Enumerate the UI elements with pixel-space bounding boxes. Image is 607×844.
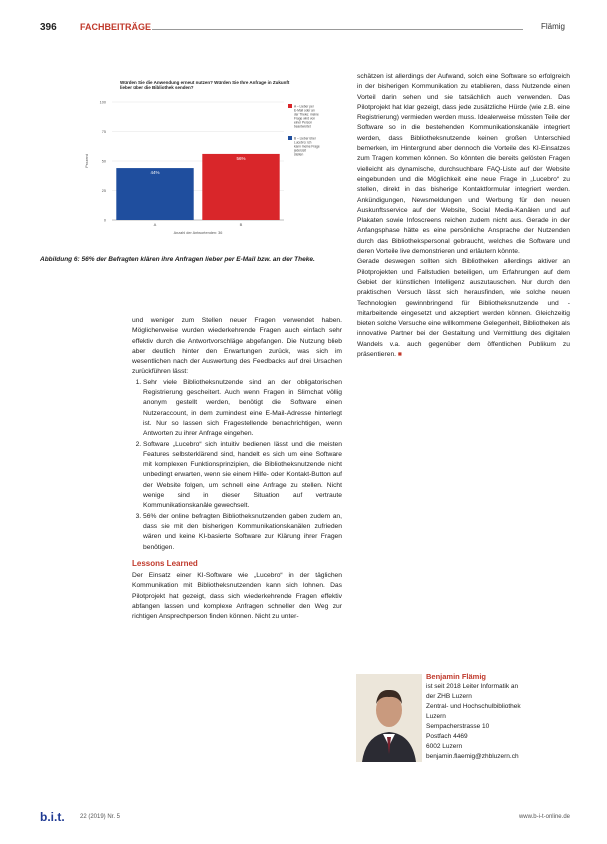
- x-tick-label: A: [153, 222, 157, 227]
- author-box: [356, 672, 570, 776]
- data-label: 44%: [150, 170, 160, 176]
- y-tick-label: 75: [101, 130, 106, 134]
- end-mark: ■: [397, 351, 402, 359]
- figure-caption: Abbildung 6: 56% der Befragten klären ihre Anfragen lieber per E-Mail bzw. an der Theke.: [40, 256, 315, 263]
- chart-title: Würden Sie die Anwendung erneut nutzen? Würden Sie Ihre Anfrage in Zukunft lieber über die Bibliothek senden?: [120, 80, 290, 90]
- bio-line: Zentral- und Hochschulbibliothek: [426, 703, 521, 710]
- page-number: 396: [40, 22, 57, 33]
- right-column: [357, 72, 570, 360]
- legend-label: B – Lieber über Lucebro: ich kann meine Frage jederzeit stellen: [294, 136, 320, 157]
- page-footer: [40, 810, 570, 824]
- paragraph-intro: und weniger zum Stellen neuer Fragen verwendet haben. Möglicherweise wurden wiederkehrende Fragen auch einfach sehr effektiv durch die Antwortvorschläge abgefangen. Die Nutzung blieb aber deutlich hinter den Erwartungen zurück, was sich im wesentlichen nach der Auswertung des Feedbacks auf drei Ursachen zurückführen lässt:: [132, 317, 342, 376]
- y-tick-label: 25: [101, 189, 106, 193]
- x-tick-label: B: [239, 222, 243, 227]
- list-item: 2. Software „Lucebro“ sich intuitiv bedienen lässt und die meisten Features selbsterklärend sind, handelt es sich um eine Software mit komplexen Funktionsprinzipien, die Bibliotheksnutzende nicht unbedingt erwarten, wenn sie einem Hilfe- oder Kontakt-Button auf der Website folgen, um schnell eine Anfrage zu stellen. Nicht wenige sind in dieser Situation auf vertraute Kommunikationskanäle gewechselt.: [143, 440, 342, 512]
- bio-line: der ZHB Luzern: [426, 693, 472, 700]
- running-author: Flämig: [540, 22, 565, 31]
- bio-line: Sempacherstrasse 10: [426, 723, 490, 730]
- list-item: 3. 56% der online befragten Bibliotheksnutzenden gaben zudem an, dass sie mit den bisherigen Kommunikationskanälen zufrieden wären und keine KI-basierte Software zur Klärung ihrer Fragen benötigen.: [143, 512, 342, 553]
- y-tick-label: 50: [101, 159, 106, 164]
- left-column: [132, 316, 342, 623]
- section-label: FACHBEITRÄGE: [80, 22, 152, 32]
- paragraph-2: [357, 257, 570, 360]
- header-rule: [152, 29, 523, 30]
- bar: [116, 168, 193, 220]
- legend-swatch: [288, 136, 292, 140]
- author-bio: [426, 672, 576, 762]
- y-tick-label: 0: [103, 218, 106, 223]
- legend-swatch: [288, 104, 292, 108]
- bar: [202, 154, 279, 220]
- y-tick-label: 100: [99, 100, 106, 105]
- paragraph-outro: Der Einsatz einer KI-Software wie „Lucebro“ in der täglichen Kommunikation mit Bibliotheksnutzenden kann sich lohnen. Das Pilotprojekt hat gezeigt, dass sich wiederkehrende Fragen effektiv abfangen lassen und komplexe Anfragen schneller den Weg zur richtigen Ansprechperson finden können. Nicht zu unter-: [132, 572, 342, 621]
- list-item: 1. Sehr viele Bibliotheksnutzende sind an der obligatorischen Registrierung gescheitert. Auch wenn Fragen in Slimchat völlig anonym gestellt werden, benötigt die Software einen Nutzeraccount, in dem zumindest eine E-Mail-Adresse hinterlegt ist. Nur so lassen sich Fragestellende benachrichtigen, wenn Antworten zu ihrer Anfrage eingehen.: [143, 378, 342, 440]
- portrait-image: [356, 674, 422, 762]
- issue-label: 22 (2019) Nr. 5: [80, 814, 121, 820]
- cause-list: [132, 378, 342, 553]
- paragraph-1: schätzen ist allerdings der Aufwand, solch eine Software so erfolgreich in der bisherigen Kommunikation zu etablieren, dass Nutzende einen Vorteil darin sehen und sie tatsächlich auch verwenden. Das Pilotprojekt hat klar gezeigt, dass jede zusätzliche Hürde (wie z.B. eine Registrierung) vermieden werden muss. Idealerweise müssten Teile der Software so in die bestehenden Kommunikationskanäle integriert werden, dass Bibliotheksnutzende keinen großen Unterschied bemerken, im Hintergrund aber dennoch die Vorteile des KI-Einsatzes zum Tragen kommen können. So könnten die bereits gelösten Fragen vielleicht als dynamische, durchsuchbare FAQ-Liste auf der Website eingebunden und die Möglichkeit eine neue Frage in „Lucebro“ zu stellen, direkt in das bisherige Kontaktformular integriert werden. Ankündigungen, Newsmeldungen und Werbung für den neuen Auskunftsservice auf der Website, Social Media-Kanälen und auf Plakaten sowie Infoscreens reichen zudem nicht aus. Gerade in der Anfangsphase hätte es eine persönliche Ansprache der Nutzenden durch das Bibliothekspersonal gebraucht, welches die Software und deren Vorteile live demonstrieren und erläutern könnte.: [357, 73, 570, 256]
- author-photo: [356, 674, 422, 762]
- journal-logo: b.i.t.: [40, 810, 65, 824]
- data-label: 56%: [236, 155, 246, 161]
- page-header: [40, 22, 565, 36]
- section-heading: Lessons Learned: [132, 558, 198, 568]
- website-link[interactable]: www.b-i-t-online.de: [518, 814, 570, 820]
- x-axis-label: Anzahl der Antwortenden: 36: [173, 231, 223, 235]
- author-name: Benjamin Flämig: [426, 672, 487, 681]
- bio-line: Luzern: [426, 713, 446, 720]
- bio-line: ist seit 2018 Leiter Informatik an: [426, 683, 519, 690]
- bar-chart: [78, 80, 336, 248]
- bio-line: Postfach 4469: [426, 733, 468, 740]
- legend-label: A – Lieber per E-Mail oder an der Theke: meine Frage wird von einer Person beantwortet: [294, 104, 319, 129]
- y-axis-label: Prozent: [84, 154, 89, 168]
- author-email[interactable]: benjamin.flaemig@zhbluzern.ch: [426, 753, 519, 760]
- paragraph-2-text: Gerade deswegen sollten sich Bibliotheken allerdings aktiver an Pilotprojekten und Fallstudien beteiligen, um Erfahrungen auf dem Gebiet der künstlichen Intelligenz auszutauschen. Nur durch den praktischen Versuch lässt sich herausfinden, wie solche neuen Technologien gewinnbringend für Bibliotheksnutzende und -mitarbeitende eingesetzt und akzeptiert werden können. Gleichzeitig bieten solche Versuche eine willkommene Gelegenheit, Bibliotheken als innovative Partner bei der Gestaltung und Vermittlung des digitalen Wandels v.a. auch gegenüber dem öffentlichen Publikum zu präsentieren.: [357, 258, 570, 359]
- chart-canvas: [78, 80, 336, 248]
- bio-line: 6002 Luzern: [426, 743, 463, 750]
